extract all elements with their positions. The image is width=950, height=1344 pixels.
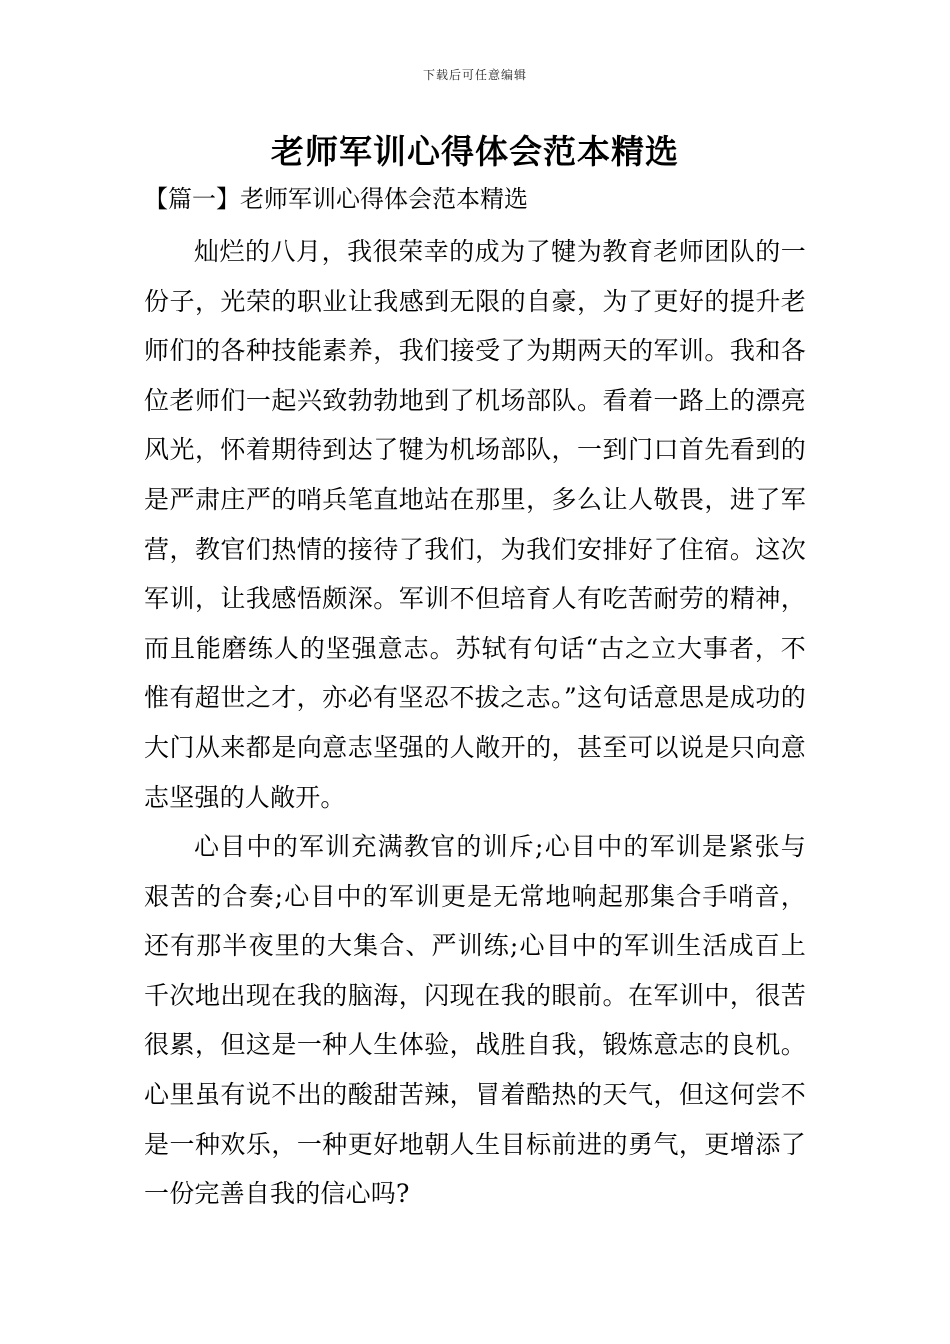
body-paragraph: 心目中的军训充满教官的训斥;心目中的军训是紧张与艰苦的合奏;心目中的军训更是无常地响起那集合手哨音，还有那半夜里的大集合、严训练;心目中的军训生活成百上千次地出现在我的脑海，闪现在我的眼前。在军训中，很苦很累，但这是一种人生体验，战胜自我，锻炼意志的良机。心里虽有说不出的酸甜苦辣，冒着酷热的天气，但这何尝不是一种欢乐，一种更好地朝人生目标前进的勇气，更增添了一份完善自我的信心吗?	[144, 832, 806, 1209]
section-heading: 【篇一】老师军训心得体会范本精选	[144, 185, 528, 213]
document-title: 老师军训心得体会范本精选	[271, 132, 679, 171]
header-note: 下载后可任意编辑	[422, 68, 527, 82]
body-paragraph: 灿烂的八月，我很荣幸的成为了犍为教育老师团队的一份子，光荣的职业让我感到无限的自豪，为了更好的提升老师们的各种技能素养，我们接受了为期两天的军训。我和各位老师们一起兴致勃勃地到了机场部队。看着一路上的漂亮风光，怀着期待到达了犍为机场部队，一到门口首先看到的是严肃庄严的哨兵笔直地站在那里，多么让人敬畏，进了军营，教官们热情的接待了我们，为我们安排好了住宿。这次军训，让我感悟颇深。军训不但培育人有吃苦耐劳的精神，而且能磨练人的坚强意志。苏轼有句话“古之立大事者，不惟有超世之才，亦必有坚忍不拔之志。”这句话意思是成功的大门从来都是向意志坚强的人敞开的，甚至可以说是只向意志坚强的人敞开。	[144, 237, 806, 812]
